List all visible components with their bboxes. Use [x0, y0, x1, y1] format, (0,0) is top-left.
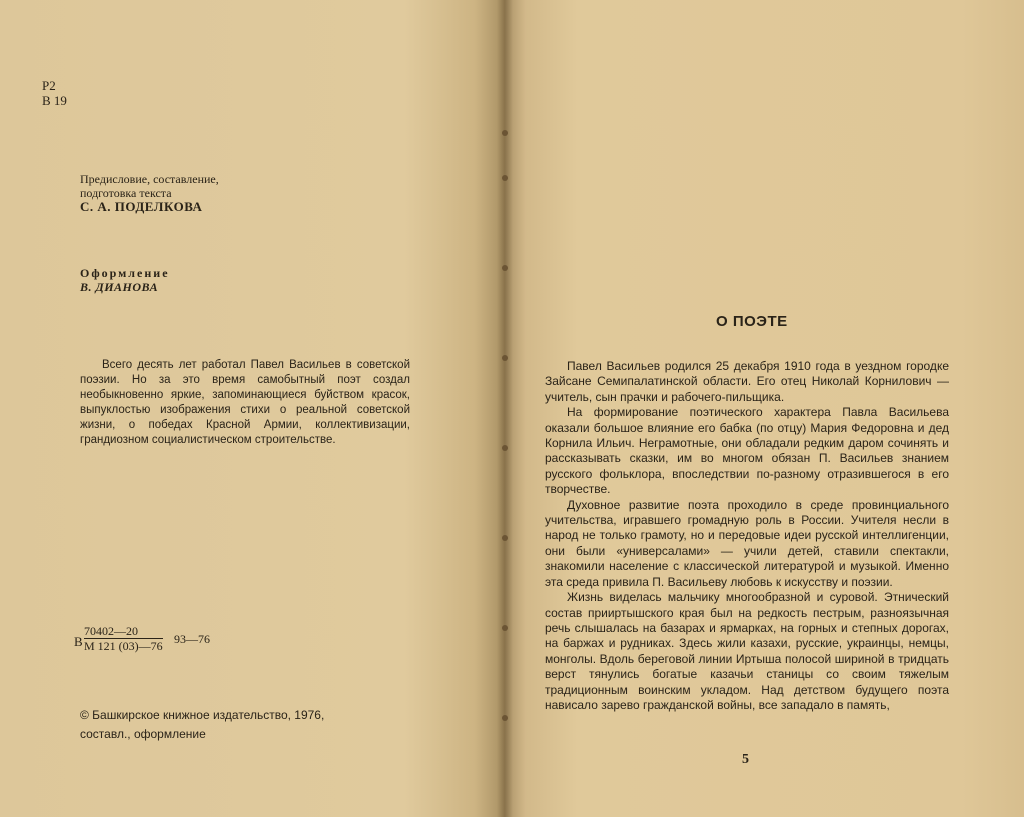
copyright-line-1: © Башкирское книжное издательство, 1976, [80, 708, 325, 722]
binding-stitch [502, 175, 508, 181]
binding-stitch [502, 355, 508, 361]
left-page [0, 0, 505, 817]
copyright-line-2: составл., оформление [80, 727, 206, 741]
classification-line-1: Р2 [42, 78, 56, 93]
paragraph: Духовное развитие поэта проходило в среде провинциального учительства, игравшего громадную роль в России. Учителя несли в народ не только грамоту, но и передовые идеи русской интеллигенции, они были «универсалами» — учили детей, ставили спектакли, знакомили население с классической литературой и музыкой. Именно эта среда привила П. Васильеву любовь к искусству и поэзии. [545, 497, 949, 589]
chapter-title: О ПОЭТЕ [716, 313, 788, 330]
book-annotation [80, 358, 410, 448]
binding-stitch [502, 265, 508, 271]
design-label: Оформление [80, 266, 170, 280]
classification-code [42, 78, 67, 108]
binding-stitch [502, 535, 508, 541]
catalog-numerator: 70402—20 [84, 624, 138, 638]
designer-name: В. ДИАНОВА [80, 280, 159, 294]
annotation-text: Всего десять лет работал Павел Васильев в советской поэзии. Но за это время самобытный поэт создал необыкновенно яркие, запоминающиеся буйством красок, выпуклостью изображения стихи о реальной советской жизни, о победах Красной Армии, коллективизации, грандиозном социалистическом строительстве. [80, 359, 410, 446]
classification-line-2: В 19 [42, 93, 67, 108]
binding-stitch [502, 715, 508, 721]
binding-stitch [502, 625, 508, 631]
binding-stitch [502, 130, 508, 136]
credits-line-1: Предисловие, составление, [80, 172, 219, 186]
credits-line-2: подготовка текста [80, 186, 172, 200]
book-gutter [497, 0, 513, 817]
paragraph: Павел Васильев родился 25 декабря 1910 года в уездном городке Зайсане Семипалатинской области. Его отец Николай Корнилович — учитель, сын прачки и рабочего-пильщика. [545, 359, 949, 404]
catalog-denominator: М 121 (03)—76 [84, 639, 163, 653]
binding-stitch [502, 445, 508, 451]
editor-credits [80, 172, 219, 214]
paragraph: На формирование поэтического характера Павла Васильева оказали большое влияние его бабка (по отцу) Мария Федоровна и дед Корнила Ильич. Неграмотные, они обладали редким даром сочинять и рассказывать сказки, им во многом обязан П. Васильев знанием русского фольклора, впоследствии по-разному отразившегося в его творчестве. [545, 405, 949, 497]
copyright-notice [80, 706, 324, 744]
catalog-tail: 93—76 [174, 632, 210, 646]
paragraph: Жизнь виделась мальчику многообразной и суровой. Этнический состав прииртышского края был на редкость пестрым, разноязычная речь слышалась на базарах и ярмарках, на горных и степных дорогах, на баржах и рудниках. Здесь жили казахи, русские, украинцы, немцы, монголы. Вдоль береговой линии Иртыша полосой шириной в тридцать верст тянулись богатые казачьи станицы со своим тяжелым традиционным воинским укладом. Над детством будущего поэта нависало зарево гражданской войны, все западало в память, [545, 590, 949, 712]
editor-name: С. А. ПОДЕЛКОВА [80, 199, 203, 214]
design-credits [80, 266, 170, 294]
page-number: 5 [742, 752, 749, 767]
chapter-body [545, 359, 949, 713]
catalog-letter: В [74, 634, 83, 649]
